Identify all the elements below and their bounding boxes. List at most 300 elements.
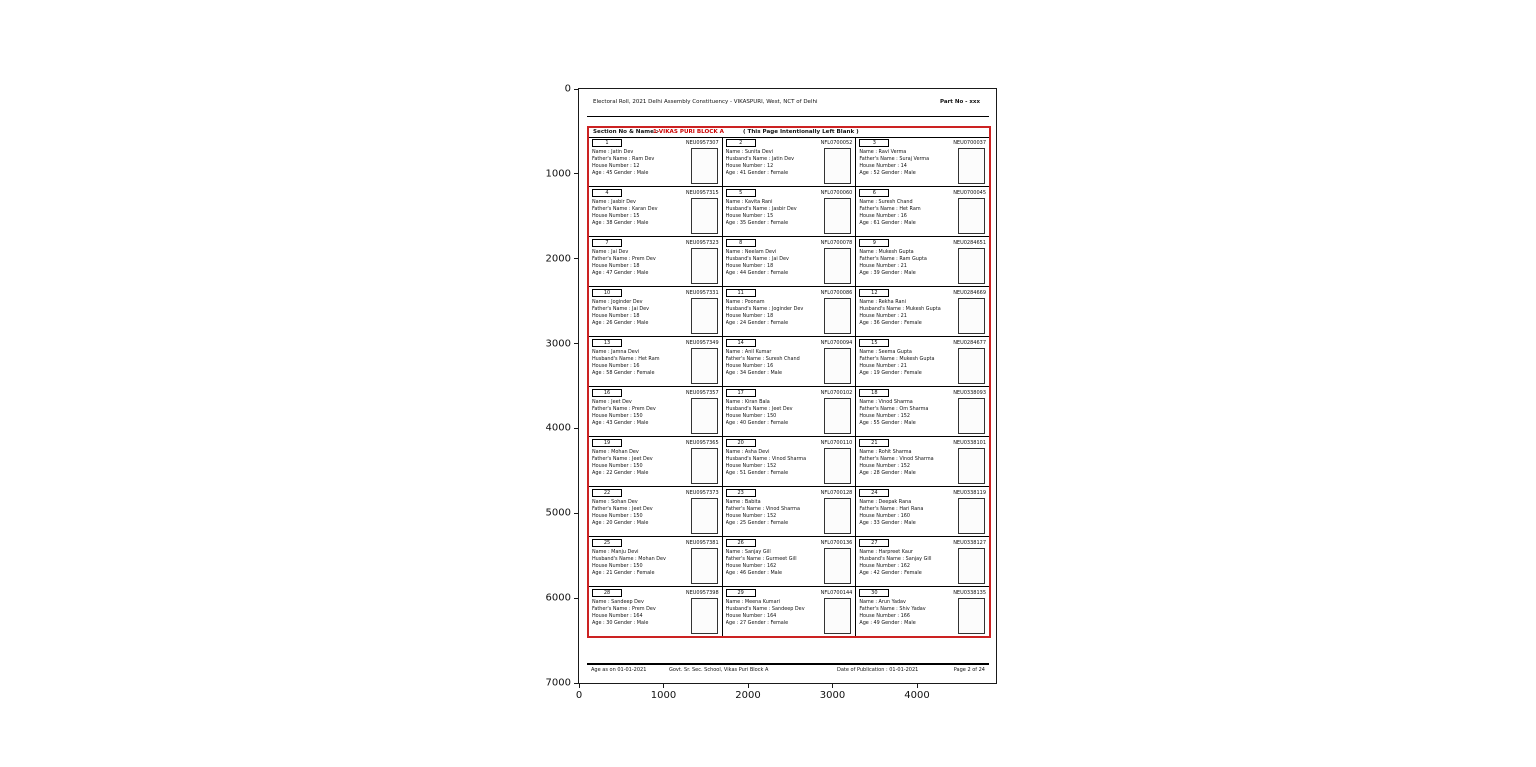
voter-house-line: House Number : 16 [859,213,907,219]
voter-age-gender-line: Age : 22 Gender : Male [592,470,649,476]
voter-card [856,287,989,336]
doc-header-title: Electoral Roll, 2021 Delhi Assembly Constituency - VIKASPURI, West, NCT of Delhi [593,99,818,105]
voter-serial: 20 [737,440,744,446]
voter-card [856,587,989,636]
voter-serial: 26 [737,540,744,546]
voter-photo-box [958,198,985,234]
voter-relation-line: Husband's Name : Jasbir Dev [725,206,797,212]
voter-photo-box [691,248,718,284]
voter-serial-box [859,489,889,497]
voter-name-line: Name : Sohan Dev [592,499,638,505]
voter-serial: 16 [603,390,611,396]
voter-relation-line: Father's Name : Om Sharma [859,406,929,412]
y-tick-mark [574,513,578,514]
voter-photo-box [958,148,985,184]
voter-relation-line: Father's Name : Jeet Dev [592,456,653,462]
voter-age-gender-line: Age : 41 Gender : Female [725,170,789,176]
voter-serial-box [859,289,889,297]
x-tick-mark [917,684,918,688]
voter-epic-number: NEU0338135 [953,589,987,596]
voter-serial-box [726,389,756,397]
voter-row [589,137,989,187]
voter-serial: 21 [871,440,878,446]
voter-name-line: Name : Rohit Sharma [859,449,912,455]
voter-row [589,337,989,387]
voter-house-line: House Number : 21 [859,263,907,269]
voter-relation-line: Husband's Name : Joginder Dev [725,306,804,312]
voter-relation-line: Father's Name : Hari Rana [859,506,924,512]
header-divider [587,116,989,117]
voter-card [589,137,723,186]
voter-relation-line: Father's Name : Suresh Chand [725,356,800,362]
voter-fields [726,249,822,277]
voter-serial-box [726,189,756,197]
voter-fields [592,299,688,327]
voter-serial: 6 [872,190,876,196]
voter-epic-number: NFL0700052 [820,139,853,146]
voter-name-line: Name : Manju Devi [592,549,639,555]
voter-card [856,487,989,536]
voter-relation-line: Father's Name : Prem Dev [592,256,656,262]
x-tick-label: 1000 [650,690,677,701]
voter-house-line: House Number : 152 [859,463,910,469]
voter-serial-box [592,539,622,547]
voter-name-line: Name : Mohan Dev [592,449,639,455]
voter-serial-box [859,539,889,547]
voter-fields [726,149,822,177]
voter-fields [859,249,955,277]
voter-house-line: House Number : 162 [859,563,910,569]
voter-photo-box [958,548,985,584]
voter-name-line: Name : Harpreet Kaur [859,549,913,555]
voter-fields [726,549,822,577]
voter-fields [859,499,955,527]
voter-epic-number: NEU0284677 [953,339,987,346]
voter-name-line: Name : Sandeep Dev [592,599,644,605]
voter-fields [726,299,822,327]
section-label: Section No & Name : [593,129,659,135]
voter-epic-number: NEU0338119 [953,489,987,496]
voter-serial-box [592,589,622,597]
voter-epic-number: NEU0957398 [685,589,719,596]
voter-serial-box [592,339,622,347]
voter-serial-box [859,389,889,397]
voter-photo-box [824,448,851,484]
voter-epic-number: NEU0957349 [685,339,719,346]
voter-relation-line: Husband's Name : Jai Dev [725,256,789,262]
voter-epic-number: NEU0957373 [685,489,719,496]
voter-serial-box [592,389,622,397]
voter-card [856,187,989,236]
voter-house-line: House Number : 18 [725,263,774,269]
voter-epic-number: NFL0700102 [820,389,853,396]
voter-fields [592,399,688,427]
voter-house-line: House Number : 150 [592,563,643,569]
voter-serial-box [592,489,622,497]
voter-row [589,387,989,437]
voter-relation-line: Father's Name : Ram Gupta [859,256,927,262]
voter-relation-line: Husband's Name : Mohan Dev [592,556,666,562]
voter-name-line: Name : Meena Kumari [725,599,780,605]
voter-relation-line: Father's Name : Ram Dev [592,156,655,162]
voter-card [589,387,723,436]
voter-card [723,437,857,486]
voter-house-line: House Number : 150 [725,413,777,419]
voter-serial: 2 [739,140,743,146]
voter-age-gender-line: Age : 34 Gender : Male [725,370,783,376]
voter-age-gender-line: Age : 49 Gender : Male [859,620,916,626]
voter-house-line: House Number : 15 [592,213,640,219]
voter-age-gender-line: Age : 44 Gender : Female [725,270,789,276]
voter-house-line: House Number : 18 [592,313,640,319]
voter-epic-number: NFL0700086 [820,289,853,296]
voter-epic-number: NEU0338093 [953,389,987,396]
voter-house-line: House Number : 164 [592,613,643,619]
voter-serial-box [726,439,756,447]
voter-fields [592,349,688,377]
voter-fields [859,199,955,227]
voter-age-gender-line: Age : 35 Gender : Female [725,220,789,226]
voter-relation-line: Husband's Name : Het Ram [592,356,660,362]
voter-age-gender-line: Age : 21 Gender : Female [592,570,655,576]
voter-fields [859,149,955,177]
voter-age-gender-line: Age : 42 Gender : Female [859,570,922,576]
voter-age-gender-line: Age : 28 Gender : Male [859,470,916,476]
voter-house-line: House Number : 18 [592,263,640,269]
voter-name-line: Name : Seema Gupta [859,349,912,355]
voter-fields [726,349,822,377]
voter-fields [592,449,688,477]
voter-photo-box [824,348,851,384]
voter-epic-number: NEU0957315 [685,189,719,196]
voter-photo-box [958,348,985,384]
voter-name-line: Name : Anil Kumar [725,349,772,355]
voter-serial: 7 [605,240,609,246]
voter-card [589,237,723,286]
voter-relation-line: Husband's Name : Sanjay Gill [859,556,932,562]
y-tick-mark [574,258,578,259]
voter-epic-number: NFL0700136 [820,539,853,546]
y-tick-mark [574,343,578,344]
voter-serial: 8 [739,240,743,246]
voter-house-line: House Number : 164 [725,613,777,619]
voter-card [723,537,857,586]
voter-epic-number: NFL0700128 [820,489,853,496]
voter-serial: 12 [871,290,878,296]
voter-age-gender-line: Age : 58 Gender : Female [592,370,655,376]
voter-serial-box [592,439,622,447]
voter-epic-number: NFL0700094 [820,339,853,346]
voter-house-line: House Number : 150 [592,513,643,519]
footer-age-note: Age as on 01-01-2021 [591,667,647,673]
x-tick-mark [832,684,833,688]
voter-epic-number: NFL0700078 [820,239,853,246]
voter-relation-line: Husband's Name : Mukesh Gupta [859,306,941,312]
y-tick-label: 5000 [545,507,571,519]
voter-relation-line: Father's Name : Jai Dev [592,306,650,312]
voter-serial-box [592,139,622,147]
voter-age-gender-line: Age : 27 Gender : Female [725,620,789,626]
voter-age-gender-line: Age : 51 Gender : Female [725,470,789,476]
voter-fields [592,599,688,627]
voter-serial-box [726,489,756,497]
voter-relation-line: Father's Name : Mukesh Gupta [859,356,935,362]
voter-epic-number: NEU0284651 [953,239,987,246]
voter-relation-line: Husband's Name : Sandeep Dev [725,606,805,612]
voter-photo-box [691,498,718,534]
voter-age-gender-line: Age : 20 Gender : Male [592,520,649,526]
voter-serial: 27 [871,540,878,546]
voter-fields [726,599,822,627]
footer-address: Govt. Sr. Sec. School, Vikas Puri Block A [669,667,769,673]
voter-serial: 11 [737,290,744,296]
voter-card [589,187,723,236]
voter-age-gender-line: Age : 52 Gender : Male [859,170,916,176]
voter-name-line: Name : Suresh Chand [859,199,913,205]
voter-serial: 17 [737,390,744,396]
voter-name-line: Name : Jeet Dev [592,399,632,405]
y-tick-mark [574,428,578,429]
voter-serial-box [592,239,622,247]
voter-serial-box [859,189,889,197]
voter-photo-box [691,198,718,234]
voter-card [589,587,723,636]
voter-serial: 15 [871,340,878,346]
voter-card [589,337,723,386]
voter-serial: 18 [871,390,878,396]
voter-age-gender-line: Age : 46 Gender : Male [725,570,783,576]
voter-serial: 13 [603,340,611,346]
voter-epic-number: NEU0957307 [685,139,719,146]
x-tick-label: 4000 [904,690,930,701]
voter-photo-box [958,598,985,634]
voter-relation-line: Father's Name : Het Ram [859,206,921,212]
voter-serial-box [726,589,756,597]
voter-name-line: Name : Babita [725,499,761,505]
voter-house-line: House Number : 16 [592,363,640,369]
voter-photo-box [958,448,985,484]
voter-name-line: Name : Joginder Dev [592,299,643,305]
x-tick-mark [579,684,580,688]
voter-photo-box [958,398,985,434]
voter-photo-box [691,348,718,384]
voter-serial: 1 [605,140,609,146]
voter-photo-box [824,398,851,434]
footer-page-number: Page 2 of 24 [953,667,985,673]
voter-photo-box [824,548,851,584]
voter-card [856,537,989,586]
voter-name-line: Name : Neelam Devi [725,249,777,255]
voter-fields [859,599,955,627]
voter-card [856,437,989,486]
voter-epic-number: NFL0700060 [820,189,853,196]
doc-part-no: Part No - xxx [940,99,980,105]
voter-age-gender-line: Age : 38 Gender : Male [592,220,649,226]
voter-fields [592,249,688,277]
voter-serial-box [726,339,756,347]
voter-relation-line: Father's Name : Vinod Sharma [859,456,934,462]
voter-house-line: House Number : 12 [725,163,774,169]
voter-age-gender-line: Age : 36 Gender : Female [859,320,922,326]
voter-serial-box [859,139,889,147]
voter-card [589,287,723,336]
voter-serial: 3 [872,140,876,146]
voter-name-line: Name : Sunita Devi [725,149,774,155]
voter-house-line: House Number : 166 [859,613,910,619]
voter-house-line: House Number : 14 [859,163,907,169]
voter-card [856,337,989,386]
voter-card [589,487,723,536]
voter-fields [592,199,688,227]
voter-photo-box [824,298,851,334]
voter-name-line: Name : Rekha Rani [859,299,906,305]
voter-house-line: House Number : 152 [725,513,777,519]
voter-relation-line: Father's Name : Suraj Verma [859,156,930,162]
voter-age-gender-line: Age : 43 Gender : Male [592,420,649,426]
voter-epic-number: NEU0957365 [685,439,719,446]
voter-house-line: House Number : 15 [725,213,774,219]
voter-name-line: Name : Poonam [725,299,765,305]
voter-card [589,437,723,486]
voter-age-gender-line: Age : 33 Gender : Male [859,520,916,526]
voter-relation-line: Husband's Name : Vinod Sharma [725,456,807,462]
voter-name-line: Name : Jatin Dev [592,149,634,155]
voter-photo-box [824,498,851,534]
voter-card [589,537,723,586]
voter-house-line: House Number : 150 [592,463,643,469]
voter-serial: 4 [605,190,609,196]
voter-house-line: House Number : 150 [592,413,643,419]
voter-grid [589,137,989,636]
voter-name-line: Name : Sanjay Gill [725,549,771,555]
voter-photo-box [691,448,718,484]
y-tick-mark [574,89,578,90]
voter-serial-box [859,239,889,247]
voter-age-gender-line: Age : 55 Gender : Male [859,420,916,426]
voter-photo-box [824,248,851,284]
voter-card [723,487,857,536]
voter-fields [726,199,822,227]
voter-relation-line: Father's Name : Karan Dev [592,206,658,212]
voter-name-line: Name : Jai Dev [592,249,629,255]
voter-name-line: Name : Jasbir Dev [592,199,636,205]
voter-row [589,437,989,487]
voter-house-line: House Number : 160 [859,513,910,519]
voter-fields [726,499,822,527]
voter-age-gender-line: Age : 26 Gender : Male [592,320,649,326]
voter-serial: 23 [737,490,744,496]
voter-card [723,587,857,636]
voter-serial: 10 [603,290,611,296]
voter-name-line: Name : Arun Yadav [859,599,906,605]
voter-photo-box [824,198,851,234]
footer-publication: Date of Publication : 01-01-2021 [837,667,919,673]
footer-divider [587,663,989,665]
section-note: ( This Page Intentionally Left Blank ) [743,129,859,135]
voter-house-line: House Number : 16 [725,363,774,369]
voter-epic-number: NEU0700045 [953,189,987,196]
voter-epic-number: NFL0700110 [820,439,853,446]
x-tick-mark [748,684,749,688]
voter-photo-box [958,248,985,284]
voter-serial: 29 [737,590,744,596]
voter-serial: 9 [872,240,876,246]
voter-fields [859,349,955,377]
voter-name-line: Name : Kiran Bala [725,399,770,405]
voter-serial: 25 [603,540,611,546]
y-tick-mark [574,598,578,599]
voter-fields [726,399,822,427]
voter-name-line: Name : Mukesh Gupta [859,249,914,255]
voter-age-gender-line: Age : 39 Gender : Male [859,270,916,276]
voter-epic-number: NEU0284669 [953,289,987,296]
y-tick-mark [574,173,578,174]
y-tick-mark [574,683,578,684]
voter-serial-box [726,289,756,297]
voter-photo-box [958,498,985,534]
voter-row [589,487,989,537]
x-tick-mark [663,684,664,688]
voter-card [723,137,857,186]
voter-serial: 22 [603,490,611,496]
voter-epic-number: NEU0957331 [685,289,719,296]
voter-name-line: Name : Jamna Devi [592,349,640,355]
voter-row [589,237,989,287]
voter-fields [859,399,955,427]
voter-relation-line: Father's Name : Jeet Dev [592,506,653,512]
voter-fields [726,449,822,477]
voter-photo-box [824,148,851,184]
voter-epic-number: NEU0338101 [953,439,987,446]
y-tick-label: 4000 [545,422,571,434]
voter-serial: 14 [737,340,744,346]
voter-serial-box [592,189,622,197]
voter-serial: 30 [871,590,878,596]
voter-card [723,387,857,436]
x-tick-label: 0 [575,690,583,701]
y-tick-label: 7000 [545,677,571,689]
voter-name-line: Name : Deepak Rana [859,499,912,505]
voter-relation-line: Husband's Name : Jeet Dev [725,406,793,412]
voter-serial: 5 [739,190,743,196]
voter-age-gender-line: Age : 45 Gender : Male [592,170,649,176]
voter-photo-box [691,548,718,584]
x-tick-label: 3000 [819,690,846,701]
voter-serial-box [726,239,756,247]
voter-card [856,387,989,436]
voter-photo-box [958,298,985,334]
voter-serial-box [859,439,889,447]
voter-epic-number: NEU0957323 [685,239,719,246]
voter-serial: 24 [871,490,878,496]
voter-card [856,137,989,186]
voter-card [723,337,857,386]
voter-relation-line: Father's Name : Gurmeet Gill [725,556,797,562]
voter-name-line: Name : Kavita Rani [725,199,773,205]
voter-serial: 19 [603,440,611,446]
voter-house-line: House Number : 162 [725,563,777,569]
voter-photo-box [691,148,718,184]
voter-serial: 28 [603,590,611,596]
voter-age-gender-line: Age : 19 Gender : Female [859,370,922,376]
voter-age-gender-line: Age : 61 Gender : Male [859,220,916,226]
voter-fields [859,449,955,477]
voter-house-line: House Number : 12 [592,163,640,169]
voter-age-gender-line: Age : 40 Gender : Female [725,420,789,426]
x-tick-label: 2000 [735,690,761,701]
voter-fields [592,149,688,177]
y-tick-label: 3000 [545,338,571,350]
